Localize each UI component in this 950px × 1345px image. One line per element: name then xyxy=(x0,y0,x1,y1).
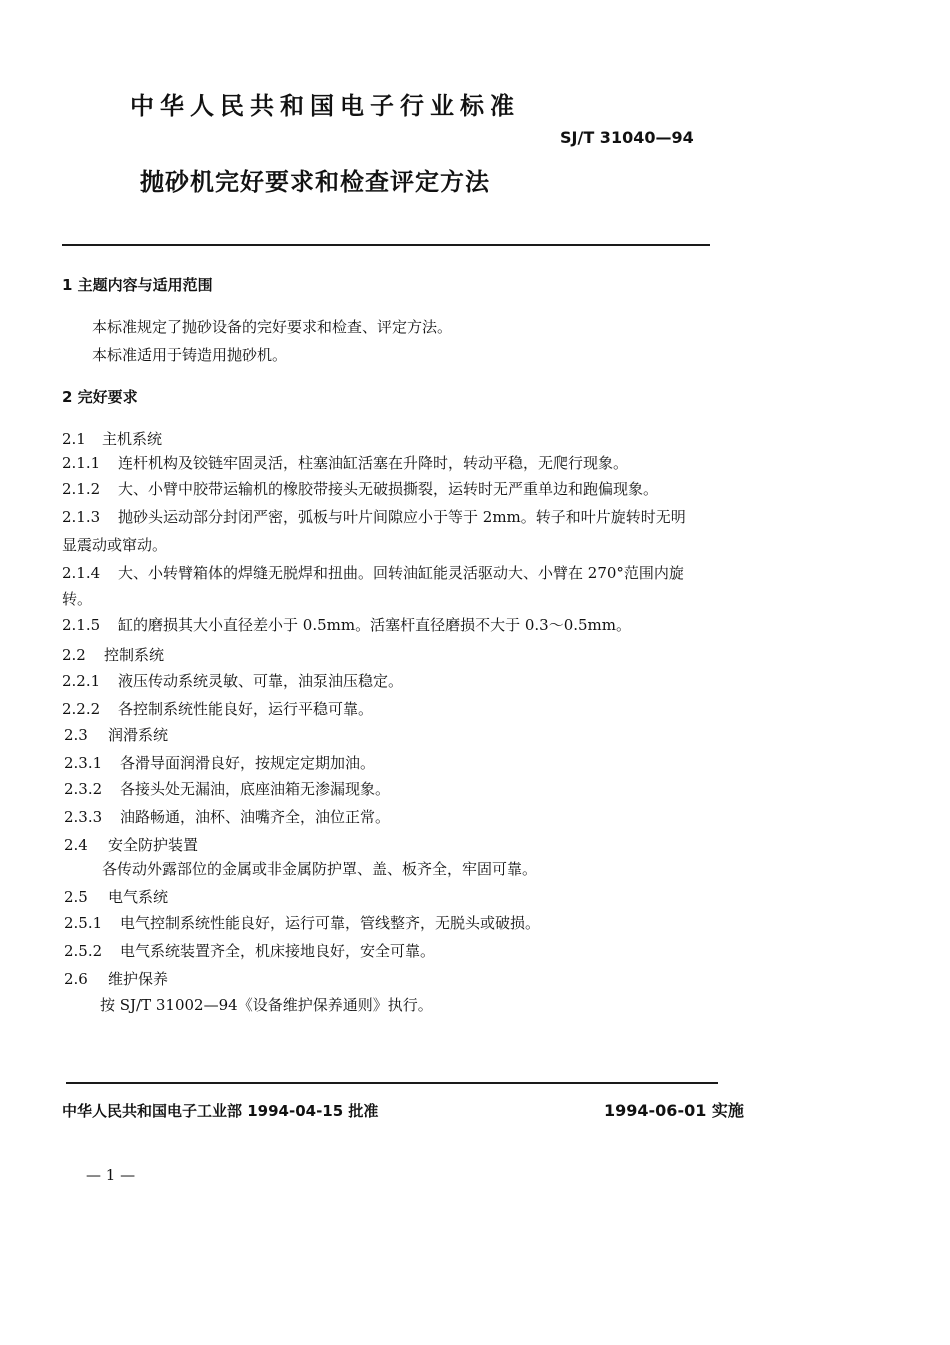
clause-continuation: 显震动或窜动。 xyxy=(62,536,168,554)
clause-text: 维护保养 xyxy=(108,970,169,988)
clause xyxy=(62,698,373,719)
clause xyxy=(62,478,658,499)
clause-text: 液压传动系统灵敏、可靠，油泵油压稳定。 xyxy=(118,672,404,690)
clause xyxy=(64,886,168,907)
clause-number: 2.5.1 xyxy=(64,914,103,932)
clause xyxy=(64,806,390,827)
clause-number: 2.2.2 xyxy=(62,700,101,718)
clause xyxy=(64,940,435,961)
clause-number: 2.5 xyxy=(64,888,88,906)
clause-number: 2.2.1 xyxy=(62,672,101,690)
clause-paragraph: 各传动外露部位的金属或非金属防护罩、盖、板齐全，牢固可靠。 xyxy=(102,860,538,878)
section-1-paragraph: 本标准适用于铸造用抛砂机。 xyxy=(92,346,288,364)
standard-code: SJ/T 31040—94 xyxy=(560,128,694,147)
clause xyxy=(62,562,684,583)
clause-number: 2.3.3 xyxy=(64,808,103,826)
clause xyxy=(62,506,686,527)
clause-paragraph: 按 SJ/T 31002—94《设备维护保养通则》执行。 xyxy=(100,996,433,1014)
clause-number: 2.3 xyxy=(64,726,88,744)
clause-number: 2.1.5 xyxy=(62,616,101,634)
document-title: 抛砂机完好要求和检查评定方法 xyxy=(140,168,490,196)
clause-text: 油路畅通，油杯、油嘴齐全，油位正常。 xyxy=(120,808,391,826)
clause-number: 2.4 xyxy=(64,836,88,854)
page-number: — 1 — xyxy=(86,1166,136,1184)
clause-number: 2.1 xyxy=(62,430,86,448)
clause xyxy=(64,968,168,989)
clause xyxy=(62,614,631,635)
clause-number: 2.1.3 xyxy=(62,508,101,526)
clause xyxy=(62,644,164,665)
clause-text: 各控制系统性能良好，运行平稳可靠。 xyxy=(118,700,374,718)
clause-text: 大、小臂中胶带运输机的橡胶带接头无破损撕裂，运转时无严重单边和跑偏现象。 xyxy=(118,480,659,498)
clause-text: 润滑系统 xyxy=(108,726,169,744)
section-1-heading: 1 主题内容与适用范围 xyxy=(62,276,213,294)
clause-text: 各接头处无漏油，底座油箱无渗漏现象。 xyxy=(120,780,391,798)
clause xyxy=(62,670,403,691)
clause-text: 连杆机构及铰链牢固灵活，柱塞油缸活塞在升降时，转动平稳，无爬行现象。 xyxy=(118,454,629,472)
section-1-paragraph: 本标准规定了抛砂设备的完好要求和检查、评定方法。 xyxy=(92,318,453,336)
clause-text: 控制系统 xyxy=(104,646,165,664)
clause-text: 电气系统 xyxy=(108,888,169,906)
clause-number: 2.2 xyxy=(62,646,86,664)
clause xyxy=(62,452,628,473)
clause-text: 主机系统 xyxy=(102,430,163,448)
clause-text: 缸的磨损其大小直径差小于 0.5mm。活塞杆直径磨损不大于 0.3～0.5mm。 xyxy=(118,616,631,634)
header-divider xyxy=(62,244,710,246)
clause xyxy=(62,428,162,449)
clause-number: 2.1.1 xyxy=(62,454,101,472)
clause xyxy=(64,724,168,745)
footer-divider xyxy=(66,1082,718,1084)
clause-text: 电气系统装置齐全，机床接地良好，安全可靠。 xyxy=(120,942,436,960)
approval-statement: 中华人民共和国电子工业部 1994-04-15 批准 xyxy=(62,1102,379,1120)
clause-text: 大、小转臂箱体的焊缝无脱焊和扭曲。回转油缸能灵活驱动大、小臂在 270°范围内旋 xyxy=(118,564,684,582)
clause-text: 安全防护装置 xyxy=(108,836,199,854)
issuing-organization-title: 中华人民共和国电子行业标准 xyxy=(130,92,520,120)
clause-continuation: 转。 xyxy=(62,590,93,608)
clause-number: 2.1.2 xyxy=(62,480,101,498)
clause-text: 抛砂头运动部分封闭严密，弧板与叶片间隙应小于等于 2mm。转子和叶片旋转时无明 xyxy=(118,508,686,526)
section-2-heading: 2 完好要求 xyxy=(62,388,138,406)
clause-text: 各滑导面润滑良好，按规定定期加油。 xyxy=(120,754,376,772)
clause-text: 电气控制系统性能良好，运行可靠，管线整齐，无脱头或破损。 xyxy=(120,914,541,932)
clause-number: 2.1.4 xyxy=(62,564,101,582)
effective-date: 1994-06-01 实施 xyxy=(604,1101,744,1120)
clause-number: 2.3.1 xyxy=(64,754,103,772)
clause-number: 2.3.2 xyxy=(64,780,103,798)
clause xyxy=(64,912,540,933)
clause-number: 2.6 xyxy=(64,970,88,988)
clause-number: 2.5.2 xyxy=(64,942,103,960)
clause xyxy=(64,834,198,855)
clause xyxy=(64,778,390,799)
clause xyxy=(64,752,375,773)
